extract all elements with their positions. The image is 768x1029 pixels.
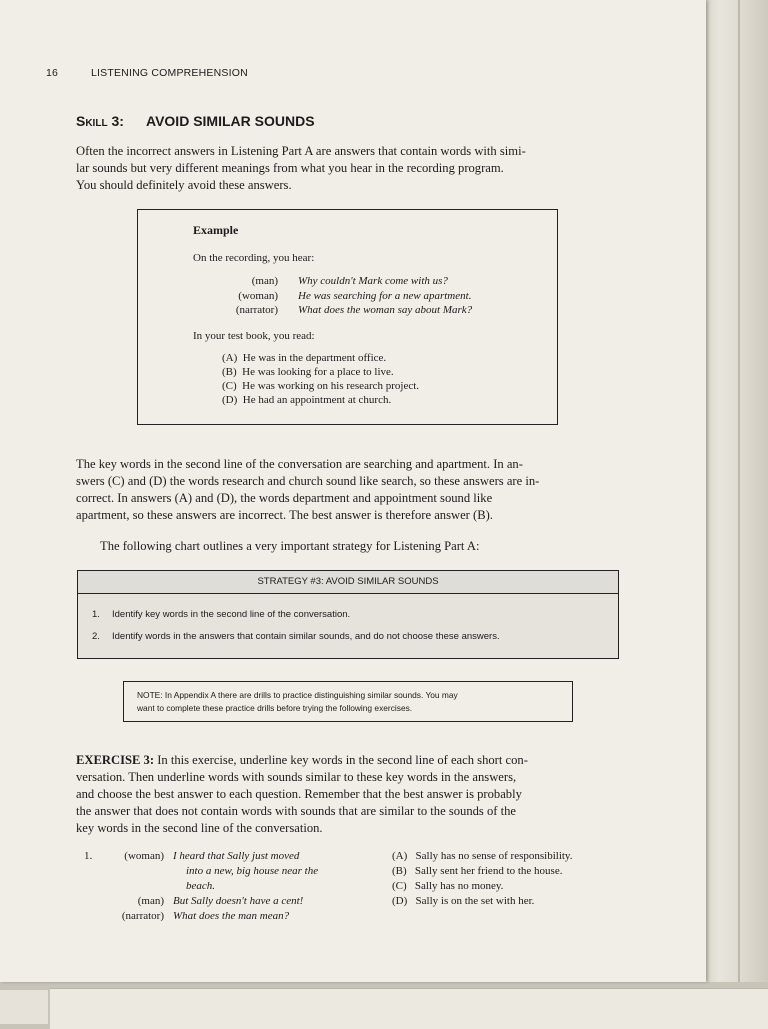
intro-paragraph (76, 143, 620, 194)
lower-page-corner (0, 990, 48, 1024)
intro-line: lar sounds but very different meanings from what you hear in the recording program. (76, 161, 504, 175)
utterance-woman: He was searching for a new apartment. (298, 290, 472, 302)
example-answer (222, 380, 419, 392)
recording-label: On the recording, you hear: (193, 252, 315, 264)
answer-text: Sally has no sense of responsibility. (415, 850, 573, 862)
chart-intro: The following chart outlines a very important strategy for Listening Part A: (100, 539, 480, 553)
intro-line: You should definitely avoid these answers. (76, 178, 292, 192)
skill-heading (76, 113, 315, 129)
running-head (46, 67, 248, 79)
skill-title: AVOID SIMILAR SOUNDS (146, 113, 315, 129)
example-answer (222, 352, 386, 364)
answer-letter: (D) (392, 895, 408, 907)
answer-letter: (A) (222, 352, 238, 364)
explanation-line: correct. In answers (A) and (D), the words department and appointment sound like (76, 491, 493, 505)
explanation-line: The key words in the second line of the conversation are searching and apartment. In an- (76, 457, 523, 471)
strategy-item-text: Identify words in the answers that contain similar sounds, and do not choose these answers. (112, 631, 500, 642)
example-box (137, 209, 558, 425)
strategy-item (92, 631, 500, 642)
exercise-line: versation. Then underline words with sounds similar to these key words in the answers, (76, 770, 517, 784)
lower-page-strip (50, 988, 768, 1029)
strategy-item (92, 609, 350, 620)
example-title: Example (193, 223, 239, 237)
answer-letter: (A) (392, 850, 408, 862)
strategy-box (77, 570, 619, 659)
answer-letter: (C) (392, 880, 407, 892)
exercise-line (76, 752, 620, 769)
example-answer (222, 394, 391, 406)
q1-line: into a new, big house near the (186, 865, 319, 877)
answer-text: He was working on his research project. (242, 380, 420, 392)
q1-speaker-man: (man) (137, 895, 164, 907)
strategy-item-number: 1. (92, 609, 100, 620)
strategy-header: STRATEGY #3: AVOID SIMILAR SOUNDS (78, 571, 618, 594)
answer-letter: (D) (222, 394, 238, 406)
exercise-line: the answer that does not contain words with sounds that are similar to the sounds of the (76, 804, 517, 818)
q1-answer (392, 865, 562, 877)
exercise-line-text: In this exercise, underline key words in the second line of each short con- (157, 753, 528, 767)
answer-text: Sally has no money. (414, 880, 504, 892)
q1-line: But Sally doesn't have a cent! (173, 895, 304, 907)
q1-line: What does the man mean? (173, 910, 290, 922)
q1-speaker-woman: (woman) (124, 850, 164, 862)
page-edge-line (738, 0, 740, 982)
q1-line: I heard that Sally just moved (173, 850, 300, 862)
exercise-line: key words in the second line of the conversation. (76, 821, 323, 835)
adjacent-page-edge (706, 0, 768, 982)
utterance-narrator: What does the woman say about Mark? (298, 304, 473, 316)
answer-letter: (B) (222, 366, 237, 378)
q1-line: beach. (186, 880, 216, 892)
q1-answer (392, 850, 572, 862)
answer-letter: (B) (392, 865, 407, 877)
exercise-label: EXERCISE 3: (76, 753, 155, 767)
note-box (123, 681, 573, 722)
answer-text: He was looking for a place to live. (242, 366, 394, 378)
note-line: want to complete these practice drills before trying the following exercises. (137, 703, 413, 713)
skill-label: Skill 3: (76, 113, 124, 129)
speaker-narrator: (narrator) (235, 304, 278, 316)
exercise-paragraph (76, 752, 620, 837)
exercise-line: and choose the best answer to each question. Remember that the best answer is probably (76, 787, 522, 801)
example-answer (222, 366, 394, 378)
answer-text: He had an appointment at church. (242, 394, 392, 406)
utterance-man: Why couldn't Mark come with us? (298, 275, 448, 287)
running-head-title: LISTENING COMPREHENSION (91, 67, 248, 79)
question-number: 1. (84, 850, 93, 862)
explanation-line: swers (C) and (D) the words research and church sound like search, so these answers are in- (76, 474, 540, 488)
strategy-item-text: Identify key words in the second line of the conversation. (112, 609, 351, 620)
explanation-line: apartment, so these answers are incorrect. The best answer is therefore answer (B). (76, 508, 493, 522)
answer-text: He was in the department office. (242, 352, 387, 364)
book-label: In your test book, you read: (193, 330, 315, 342)
note-line: NOTE: In Appendix A there are drills to practice distinguishing similar sounds. You may (137, 690, 458, 700)
speaker-man: (man) (251, 275, 278, 287)
intro-line: Often the incorrect answers in Listening Part A are answers that contain words with simi- (76, 144, 526, 158)
strategy-item-number: 2. (92, 631, 100, 642)
q1-answer (392, 895, 534, 907)
q1-speaker-narrator: (narrator) (121, 910, 164, 922)
answer-text: Sally sent her friend to the house. (414, 865, 563, 877)
answer-text: Sally is on the set with her. (415, 895, 535, 907)
answer-letter: (C) (222, 380, 237, 392)
speaker-woman: (woman) (238, 290, 278, 302)
explanation-paragraph (76, 456, 620, 524)
q1-answer (392, 880, 503, 892)
page-number: 16 (46, 67, 59, 79)
